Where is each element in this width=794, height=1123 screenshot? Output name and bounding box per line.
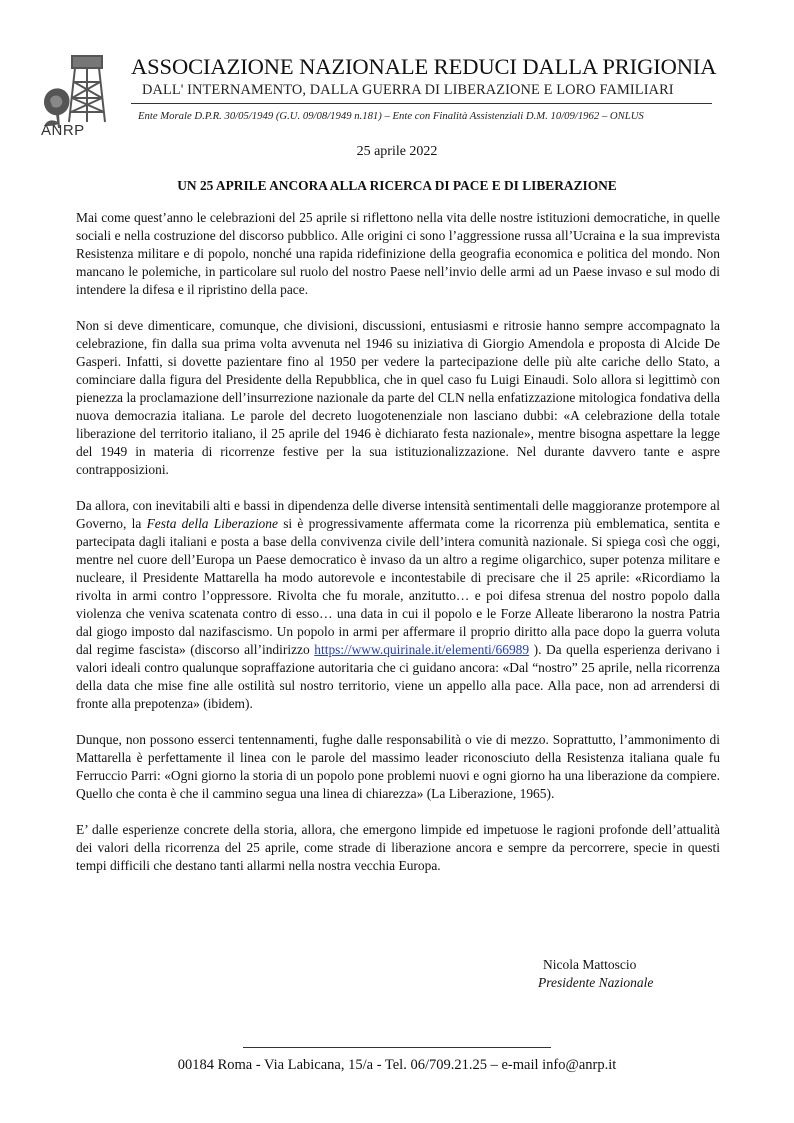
signatory-role: Presidente Nazionale bbox=[538, 975, 654, 990]
paragraph-5: E’ dalle esperienze concrete della storia, allora, che emergono limpide ed impetuose le ragioni profonde dell’attualità dei valori della ricorrenza del 25 aprile, come strade di liberazione ancora e sempre da percorrere, specie in questi tempi difficili che destano tanti allarmi nella nostra vecchia Europa. bbox=[76, 822, 720, 873]
organization-legal-line: Ente Morale D.P.R. 30/05/1949 (G.U. 09/08/1949 n.181) – Ente con Finalità Assistenziali D.M. 10/09/1962 – ONLUS bbox=[138, 110, 644, 122]
footer-address: 00184 Roma - Via Labicana, 15/a - Tel. 06/709.21.25 – e-mail info@anrp.it bbox=[177, 1057, 617, 1073]
signature-block bbox=[538, 956, 738, 992]
paragraph-4: Dunque, non possono esserci tentennamenti, fughe dalle responsabilità o vie di mezzo. Soprattutto, l’ammonimento di Mattarella è perfettamente il linea con le parole del massimo leader riconosciuto della Resistenza italiana quale fu Ferruccio Parri: «Ogni giorno la storia di un popolo pone problemi nuovi e ogni giorno ha una liberazione da compiere. Quello che conta è che il cammino segua una linea di chiarezza» (La Liberazione, 1965). bbox=[76, 732, 720, 801]
signatory-name: Nicola Mattoscio bbox=[543, 957, 637, 972]
document-body bbox=[76, 209, 720, 893]
logo-text: ANRP bbox=[41, 122, 85, 139]
document-date: 25 aprile 2022 bbox=[356, 144, 438, 159]
letterhead-divider bbox=[131, 103, 712, 104]
paragraph-3-part-c: ). Da quella esperienza derivano i valori ideali contro qualunque sopraffazione autoritaria che ci guidano ancora: «Dal “nostro” 25 aprile, nella ricorrenza della data che mise fine alle ostilità sul nostro territorio, viene un appello alla pace. Alla pace, non ad arrendersi di fronte alla prepotenza» (ibidem). bbox=[76, 642, 720, 711]
paragraph-1: Mai come quest’anno le celebrazioni del 25 aprile si riflettono nella vita delle nostre istituzioni democratiche, in quelle sociali e nella costruzione del discorso pubblico. Alle origini ci sono l’aggressione russa all’Ucraina e la sua imprevista Resistenza militare e di popolo, nonché una rapida ridefinizione della geografia economica e politica del mondo. Non mancano le polemiche, in particolare sul ruolo del nostro Paese nell’invio delle armi ad un Paese invaso e sul modo di intendere la difesa e il ripristino della pace. bbox=[76, 210, 720, 297]
paragraph-3-part-b: si è progressivamente affermata come la ricorrenza più emblematica, sentita e partecipata dagli italiani e posta a base della convivenza civile dell’intera comunità nazionale. Si spiega così che oggi, mentre nel cuore dell’Europa un Paese democratico è invaso da un altro a regime oligarchico, super potenza militare e nucleare, il Presidente Mattarella ha modo autorevole e incontestabile di precisare che il 25 aprile: «Ricordiamo la rivolta in armi contro l’oppressore. Rivolta che fu morale, anzitutto… e poi difesa strenua del nostro popolo dalla violenza che veniva scatenata contro di esso… una data in cui il popolo e le Forze Alleate liberarono la nostra Patria dal giogo imposto dal nazifascismo. Un popolo in armi per affermare il proprio diritto alla pace dopo la guerra voluta dal regime fascista» (discorso all’indirizzo bbox=[76, 516, 720, 657]
paragraph-3 bbox=[76, 497, 720, 713]
footer-divider bbox=[243, 1047, 551, 1048]
document-title: UN 25 APRILE ANCORA ALLA RICERCA DI PACE E DI LIBERAZIONE bbox=[177, 178, 617, 193]
festa-liberazione-emphasis: Festa della Liberazione bbox=[146, 516, 278, 531]
organization-subtitle: DALL' INTERNAMENTO, DALLA GUERRA DI LIBERAZIONE E LORO FAMILIARI bbox=[142, 82, 674, 98]
organization-name: ASSOCIAZIONE NAZIONALE REDUCI DALLA PRIGIONIA bbox=[131, 54, 717, 79]
paragraph-2: Non si deve dimenticare, comunque, che divisioni, discussioni, entusiasmi e ritrosie hanno sempre accompagnato la celebrazione, fin dalla sua prima volta avvenuta nel 1946 su iniziativa di Giorgio Amendola e proposta di Alcide De Gasperi. Infatti, si dovette pazientare fino al 1950 per vedere la partecipazione delle più alte cariche dello Stato, a cominciare dalla figura del Presidente della Repubblica, che in quel caso fu Luigi Einaudi. Solo allora si legittimò con pienezza la proclamazione dell’insurrezione nazionale da parte del CLN nella enfatizzazione mitologica fondativa della nuova democrazia italiana. Le parole del decreto luogotenenziale non lasciano dubbi: «A celebrazione della totale liberazione del territorio italiano, il 25 aprile del 1946 è dichiarato festa nazionale», mentre bisogna aspettare la legge del 1949 in materia di ricorrenze festive per la sua istituzionalizzazione. Nel durante davvero tante e aspre contrapposizioni. bbox=[76, 318, 720, 477]
paragraph-3-part-a: Da allora, con inevitabili alti e bassi in dipendenza delle diverse intensità sentimentali delle maggioranze protempore al Governo, la bbox=[76, 498, 720, 531]
quirinale-link[interactable]: https://www.quirinale.it/elementi/66989 bbox=[314, 642, 530, 657]
